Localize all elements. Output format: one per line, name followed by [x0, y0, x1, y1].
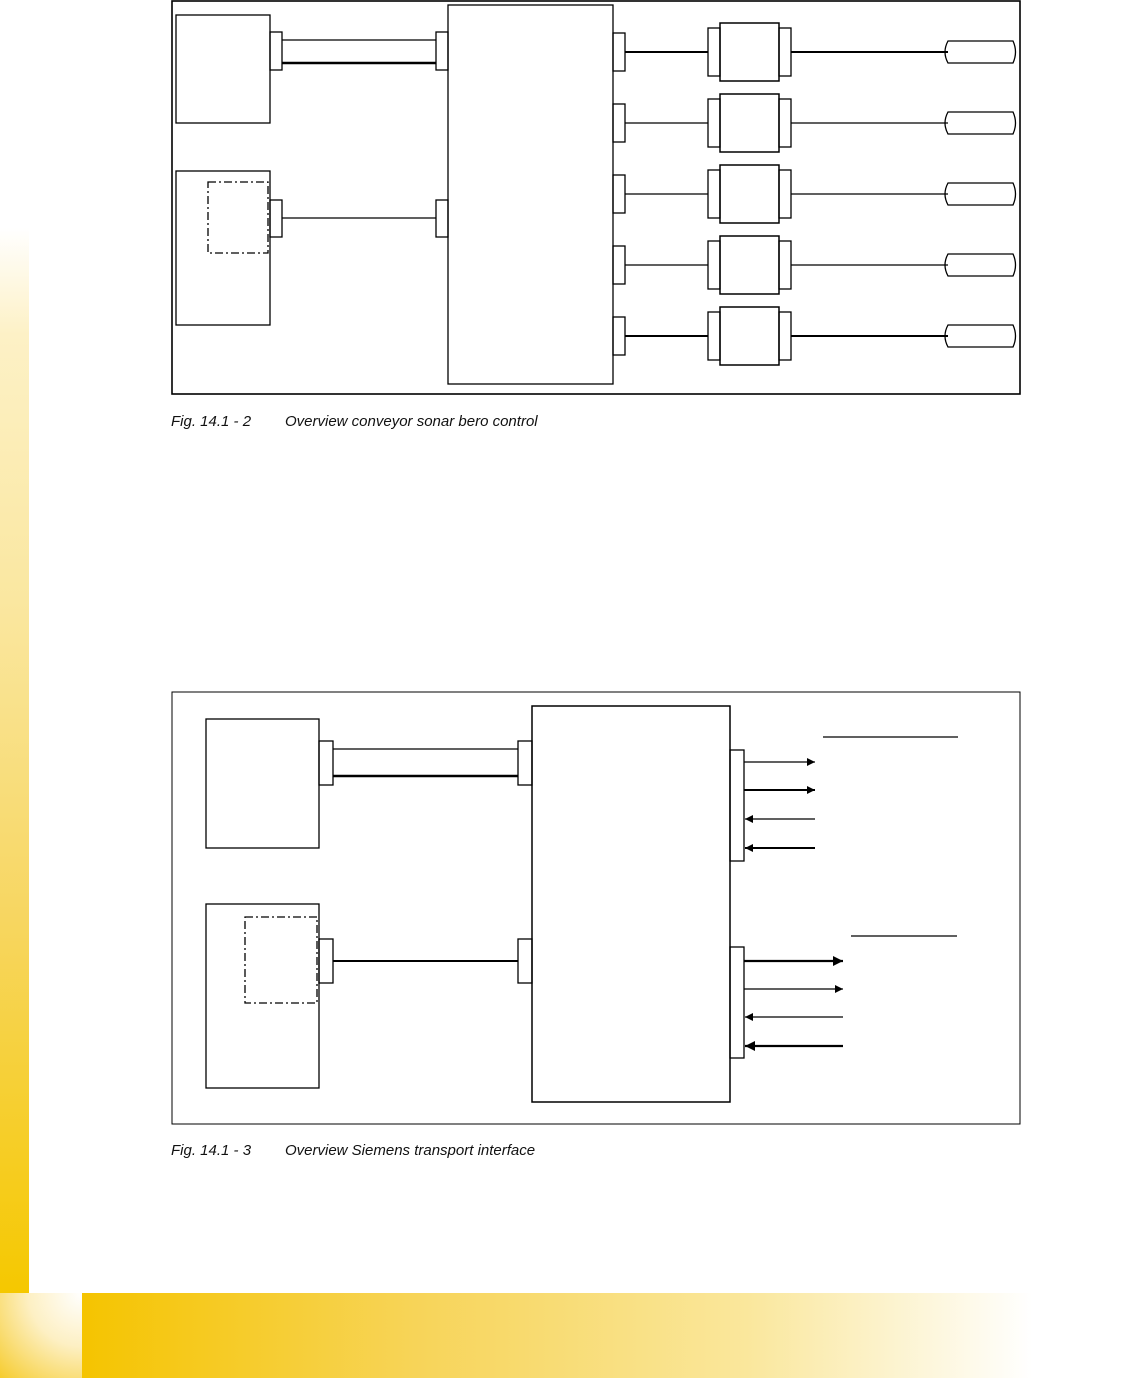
- figure-title: Overview Siemens transport interface: [285, 1142, 536, 1159]
- signal-connector-lower: [730, 947, 744, 1058]
- component-box-upper: [206, 719, 319, 848]
- connector: [319, 741, 333, 785]
- figure-number: Fig. 14.1 - 3: [171, 1142, 252, 1159]
- connector: [319, 939, 333, 983]
- figure-caption-2: [171, 1142, 535, 1159]
- figure-frame: [172, 692, 1020, 1124]
- central-interface-unit: [532, 706, 730, 1102]
- figure-title: Overview conveyor sonar bero control: [285, 413, 538, 430]
- connector: [518, 939, 532, 983]
- figure-number: Fig. 14.1 - 2: [171, 413, 252, 430]
- connector: [518, 741, 532, 785]
- dashed-submodule: [245, 917, 317, 1003]
- signal-connector-upper: [730, 750, 744, 861]
- component-box-lower: [206, 904, 319, 1088]
